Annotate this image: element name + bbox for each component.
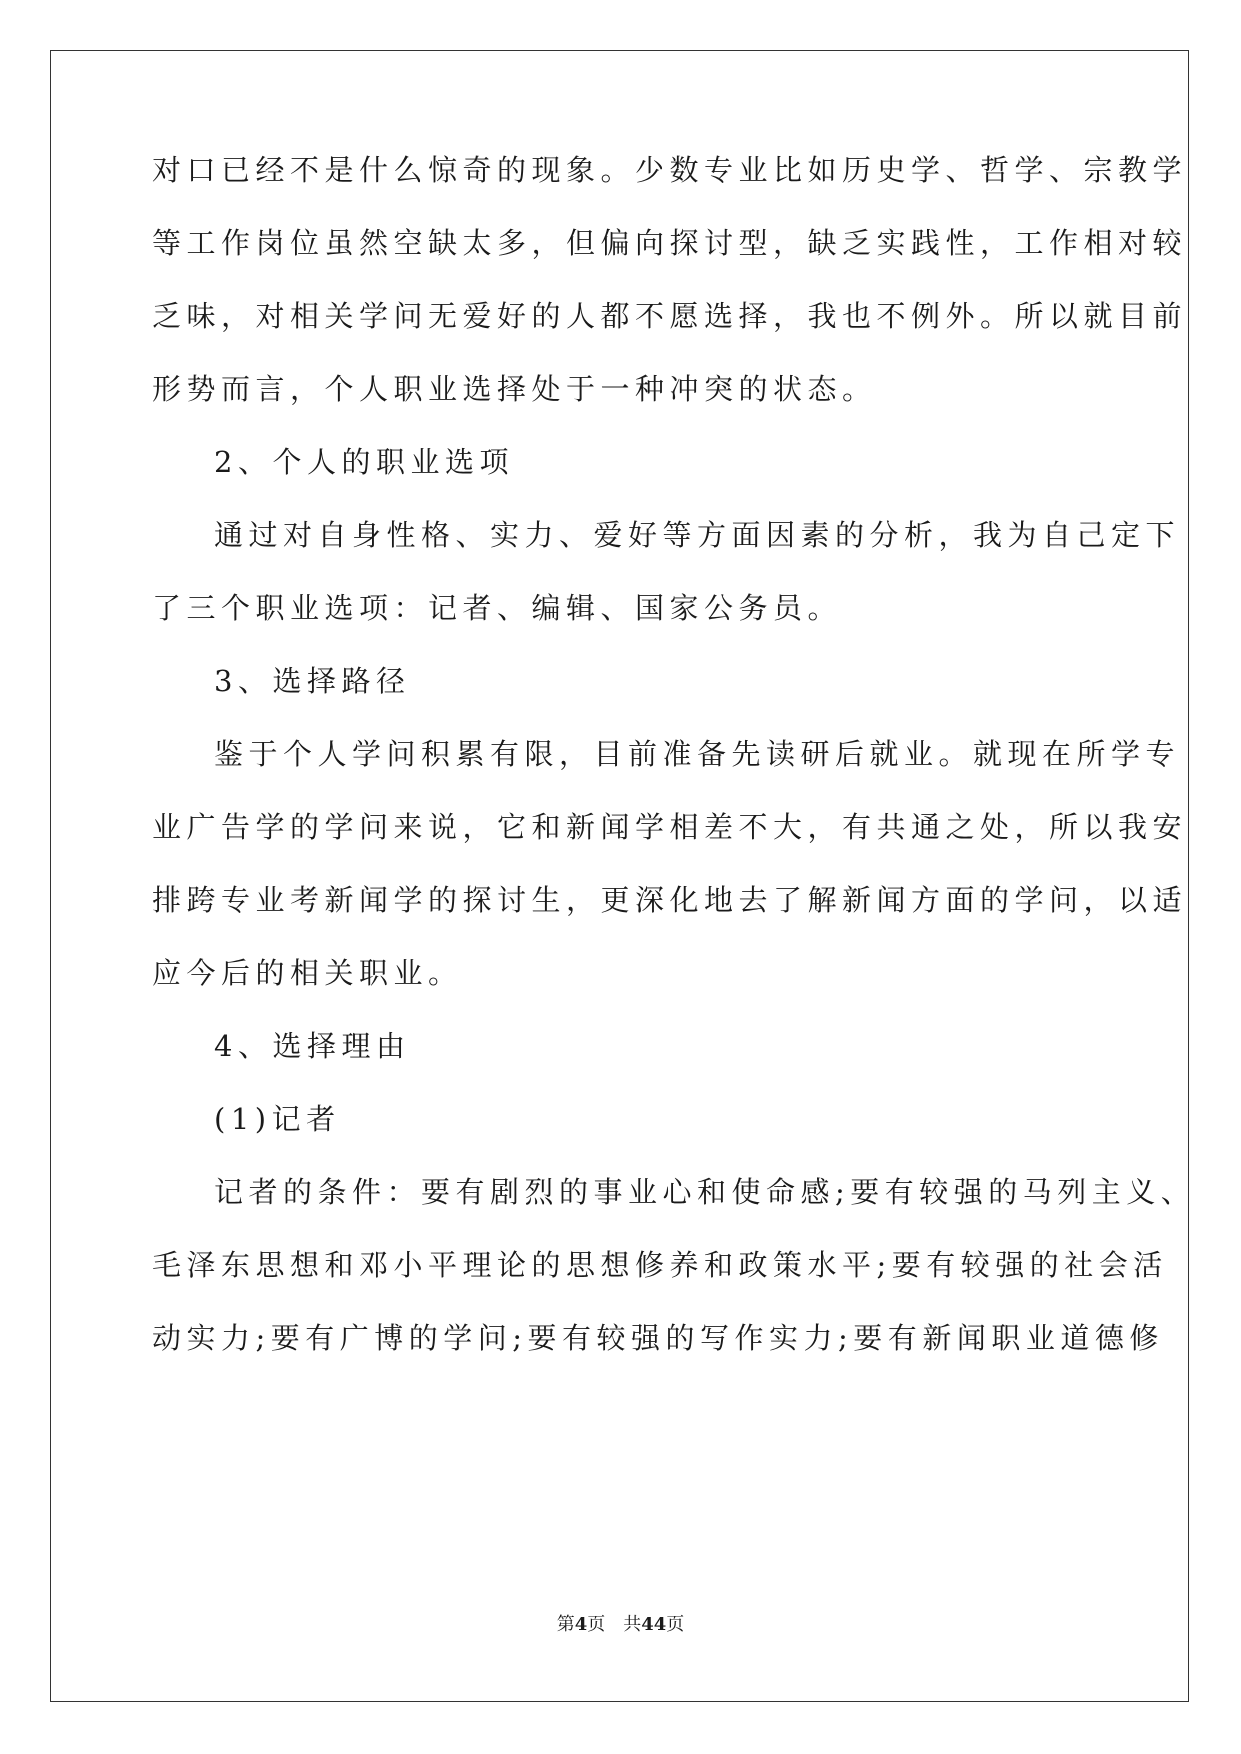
body-line: 等工作岗位虽然空缺太多，但偏向探讨型，缺乏实践性，工作相对较 [152, 226, 1188, 260]
body-line: 应今后的相关职业。 [152, 956, 463, 990]
body-line: 通过对自身性格、实力、爱好等方面因素的分析，我为自己定下 [214, 518, 1181, 552]
body-line: 对口已经不是什么惊奇的现象。少数专业比如历史学、哲学、宗教学 [152, 153, 1188, 187]
footer-prefix: 第 [556, 1614, 575, 1635]
section-heading: 2、个人的职业选项 [214, 445, 514, 479]
body-line: 排跨专业考新闻学的探讨生，更深化地去了解新闻方面的学问，以适 [152, 883, 1188, 917]
body-line: 鉴于个人学问积累有限，目前准备先读研后就业。就现在所学专 [214, 737, 1181, 771]
page-footer [0, 1610, 1241, 1636]
body-line: 毛泽东思想和邓小平理论的思想修养和政策水平;要有较强的社会活 [152, 1248, 1168, 1282]
section-heading: 3、选择路径 [214, 664, 411, 698]
footer-total-pages: 44 [641, 1614, 667, 1635]
footer-page-number: 4 [574, 1614, 588, 1635]
body-line: 乏味，对相关学问无爱好的人都不愿选择，我也不例外。所以就目前 [152, 299, 1188, 333]
body-line: 业广告学的学问来说，它和新闻学相差不大，有共通之处，所以我安 [152, 810, 1188, 844]
body-line: 了三个职业选项：记者、编辑、国家公务员。 [152, 591, 843, 625]
footer-middle: 页 共 [587, 1614, 642, 1635]
body-line: 动实力;要有广博的学问;要有较强的写作实力;要有新闻职业道德修 [152, 1321, 1164, 1355]
subsection-heading: (1)记者 [214, 1102, 341, 1136]
footer-suffix: 页 [666, 1614, 685, 1635]
body-line: 形势而言，个人职业选择处于一种冲突的状态。 [152, 372, 877, 406]
body-line: 记者的条件：要有剧烈的事业心和使命感;要有较强的马列主义、 [214, 1175, 1196, 1209]
section-heading: 4、选择理由 [214, 1029, 411, 1063]
